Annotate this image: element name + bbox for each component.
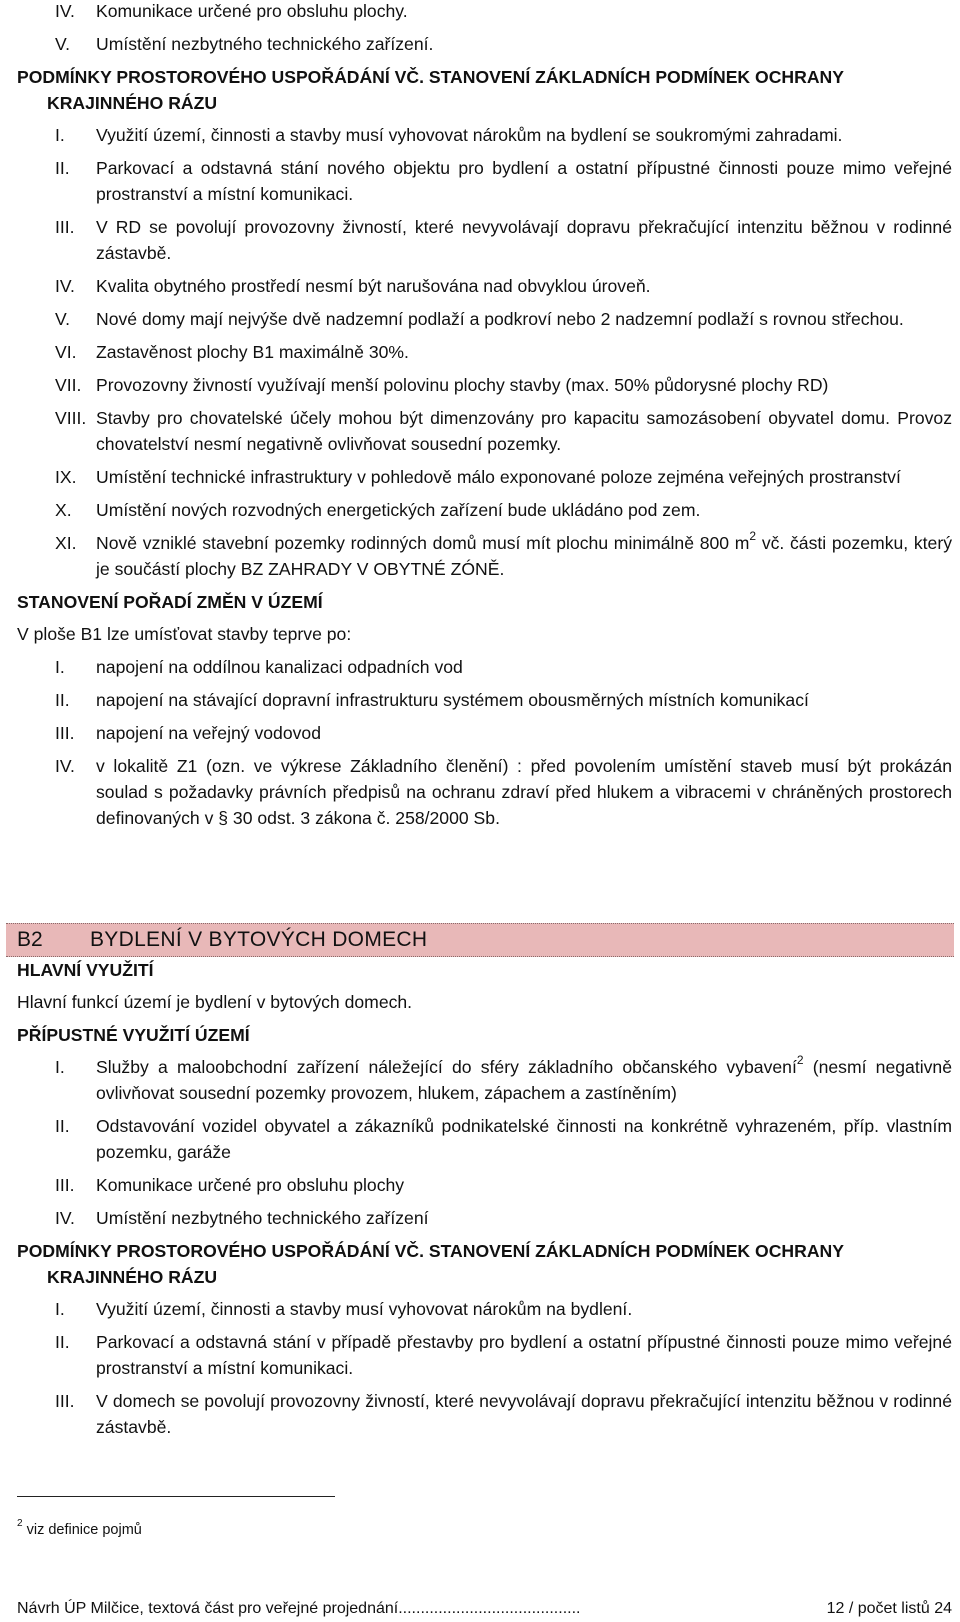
b1-conditions-heading bbox=[17, 64, 952, 116]
list-number: VII. bbox=[55, 375, 82, 395]
list-number: II. bbox=[55, 1332, 70, 1352]
footnote bbox=[17, 1517, 142, 1543]
list-text: Kvalita obytného prostředí nesmí být narušována nad obvyklou úroveň. bbox=[96, 276, 651, 296]
list-item bbox=[17, 122, 952, 148]
list-number: IV. bbox=[55, 1208, 75, 1228]
list-text: Odstavování vozidel obyvatel a zákazníků podnikatelské činnosti na konkrétně vyhrazeném, příp. vlastním pozemku, garáže bbox=[96, 1116, 952, 1162]
list-text: Provozovny živností využívají menší polovinu plochy stavby (max. 50% půdorysné plochy RD) bbox=[96, 375, 829, 395]
list-number: V. bbox=[55, 309, 71, 329]
list-number: III. bbox=[55, 1175, 75, 1195]
list-item bbox=[17, 1113, 952, 1165]
list-item bbox=[17, 273, 952, 299]
list-text-cont: vč. části pozemku, který je součástí plochy BZ ZAHRADY V OBYTNÉ ZÓNĚ. bbox=[96, 533, 952, 579]
list-item bbox=[17, 214, 952, 266]
footer-page-number: 12 / počet listů 24 bbox=[826, 1600, 952, 1617]
superscript: 2 bbox=[749, 529, 757, 544]
list-number: VIII. bbox=[55, 408, 87, 428]
list-text: Stavby pro chovatelské účely mohou být dimenzovány pro kapacitu samozásobení obyvatel domu. Provoz chovatelství nesmí negativně ovlivňovat sousední pozemky. bbox=[96, 408, 952, 454]
page-footer bbox=[17, 1596, 952, 1622]
list-item bbox=[17, 306, 952, 332]
heading-line-2: KRAJINNÉHO RÁZU bbox=[47, 93, 218, 113]
list-text: Umístění technické infrastruktury v pohledově málo exponované poloze zejména veřejných prostranství bbox=[96, 467, 901, 487]
list-text: napojení na stávající dopravní infrastrukturu systémem obousměrných místních komunikací bbox=[96, 690, 809, 710]
list-text: V RD se povolují provozovny živností, které nevyvolávají dopravu překračující intenzitu běžnou v rodinné zástavbě. bbox=[96, 217, 952, 263]
list-text: Komunikace určené pro obsluhu plochy bbox=[96, 1175, 405, 1195]
b2-conditions-list bbox=[17, 1296, 952, 1440]
list-number: I. bbox=[55, 1057, 65, 1077]
list-text: Umístění nezbytného technického zařízení bbox=[96, 1208, 429, 1228]
list-item bbox=[17, 372, 952, 398]
footnote-number: 2 bbox=[17, 1518, 23, 1530]
list-number: II. bbox=[55, 158, 70, 178]
list-text: Nové domy mají nejvýše dvě nadzemní podlaží a podkroví nebo 2 nadzemní podlaží s rovnou střechou. bbox=[96, 309, 904, 329]
list-text: Využití území, činnosti a stavby musí vyhovovat nárokům na bydlení. bbox=[96, 1299, 633, 1319]
list-number: III. bbox=[55, 217, 75, 237]
list-item bbox=[17, 497, 952, 523]
b2-conditions-heading bbox=[17, 1238, 952, 1290]
list-number: XI. bbox=[55, 533, 77, 553]
section-title: BYDLENÍ V BYTOVÝCH DOMECH bbox=[90, 928, 428, 951]
list-item bbox=[17, 720, 952, 746]
list-text-cont: (nesmí negativně ovlivňovat sousední pozemky provozem, hlukem, zápachem a zastíněním) bbox=[96, 1057, 952, 1103]
footnote-separator bbox=[17, 1496, 335, 1497]
list-number: IV. bbox=[55, 276, 75, 296]
list-text: Zastavěnost plochy B1 maximálně 30%. bbox=[96, 342, 409, 362]
list-item bbox=[17, 405, 952, 457]
footnote-text: viz definice pojmů bbox=[26, 1522, 142, 1538]
list-text: v lokalitě Z1 (ozn. ve výkrese Základního členění) : před povolením umístění staveb musí být prokázán soulad s požadavky právních předpisů na ochranu zdraví před hlukem a vibracemi v chráněných prostorech definovaných v § 30 odst. 3 zákona č. 258/2000 Sb. bbox=[96, 756, 952, 828]
section-code: B2 bbox=[17, 928, 43, 951]
list-number: II. bbox=[55, 690, 70, 710]
list-text: V domech se povolují provozovny živností, které nevyvolávají dopravu překračující intenzitu běžnou v rodinné zástavbě. bbox=[96, 1391, 952, 1437]
list-text: napojení na veřejný vodovod bbox=[96, 723, 321, 743]
list-item bbox=[17, 753, 952, 831]
heading-line-1: PODMÍNKY PROSTOROVÉHO USPOŘÁDÁNÍ VČ. STANOVENÍ ZÁKLADNÍCH PODMÍNEK OCHRANY bbox=[17, 67, 844, 87]
list-number: III. bbox=[55, 723, 75, 743]
list-text: Umístění nových rozvodných energetických zařízení bude ukládáno pod zem. bbox=[96, 500, 701, 520]
list-number: VI. bbox=[55, 342, 77, 362]
list-item bbox=[17, 530, 952, 582]
section-header-b2 bbox=[6, 923, 954, 957]
list-text: Parkovací a odstavná stání nového objektu pro bydlení a ostatní přípustné činnosti pouze mimo veřejné prostranství a místní komunikaci. bbox=[96, 158, 952, 204]
list-number: X. bbox=[55, 500, 72, 520]
list-item bbox=[17, 155, 952, 207]
list-item bbox=[17, 687, 952, 713]
list-number: II. bbox=[55, 1116, 70, 1136]
list-number: V. bbox=[55, 34, 71, 54]
page-content bbox=[17, 0, 952, 838]
list-item bbox=[17, 1388, 952, 1440]
list-number: IV. bbox=[55, 1, 75, 21]
list-text: Komunikace určené pro obsluhu plochy. bbox=[96, 1, 408, 21]
list-text: Umístění nezbytného technického zařízení. bbox=[96, 34, 434, 54]
list-item bbox=[17, 1329, 952, 1381]
heading-line-1: PODMÍNKY PROSTOROVÉHO USPOŘÁDÁNÍ VČ. STANOVENÍ ZÁKLADNÍCH PODMÍNEK OCHRANY bbox=[17, 1241, 844, 1261]
list-number: IX. bbox=[55, 467, 77, 487]
allowed-use-list bbox=[17, 1054, 952, 1231]
list-item bbox=[17, 1205, 952, 1231]
superscript: 2 bbox=[796, 1053, 804, 1068]
heading-line-2: KRAJINNÉHO RÁZU bbox=[47, 1267, 218, 1287]
list-item bbox=[17, 339, 952, 365]
main-use-text: Hlavní funkcí území je bydlení v bytových domech. bbox=[17, 992, 413, 1012]
list-text: Služby a maloobchodní zařízení náležející do sféry základního občanského vybavení bbox=[96, 1057, 797, 1077]
list-item bbox=[17, 1054, 952, 1106]
list-item bbox=[17, 0, 952, 24]
footer-left: Návrh ÚP Milčice, textová část pro veřejné projednání......................................... bbox=[17, 1600, 581, 1617]
list-text: napojení na oddílnou kanalizaci odpadních vod bbox=[96, 657, 463, 677]
list-item bbox=[17, 654, 952, 680]
order-list bbox=[17, 654, 952, 831]
list-number: I. bbox=[55, 1299, 65, 1319]
order-heading: STANOVENÍ POŘADÍ ZMĚN V ÚZEMÍ bbox=[17, 592, 323, 612]
list-number: IV. bbox=[55, 756, 75, 776]
allowed-use-heading: PŘÍPUSTNÉ VYUŽITÍ ÚZEMÍ bbox=[17, 1025, 250, 1045]
main-use-heading: HLAVNÍ VYUŽITÍ bbox=[17, 960, 154, 980]
b2-content bbox=[17, 957, 952, 1447]
list-item bbox=[17, 1172, 952, 1198]
list-text: Parkovací a odstavná stání v případě přestavby pro bydlení a ostatní přípustné činnosti pouze mimo veřejné prostranství a místní komunikaci. bbox=[96, 1332, 952, 1378]
order-intro: V ploše B1 lze umísťovat stavby teprve po: bbox=[17, 624, 352, 644]
list-item bbox=[17, 1296, 952, 1322]
list-text: Využití území, činnosti a stavby musí vyhovovat nárokům na bydlení se soukromými zahradami. bbox=[96, 125, 843, 145]
list-item bbox=[17, 31, 952, 57]
list-number: I. bbox=[55, 657, 65, 677]
list-number: I. bbox=[55, 125, 65, 145]
list-number: III. bbox=[55, 1391, 75, 1411]
list-item bbox=[17, 464, 952, 490]
b1-conditions-list bbox=[17, 122, 952, 582]
list-text: Nově vzniklé stavební pozemky rodinných domů musí mít plochu minimálně 800 m bbox=[96, 533, 750, 553]
top-list bbox=[17, 0, 952, 57]
